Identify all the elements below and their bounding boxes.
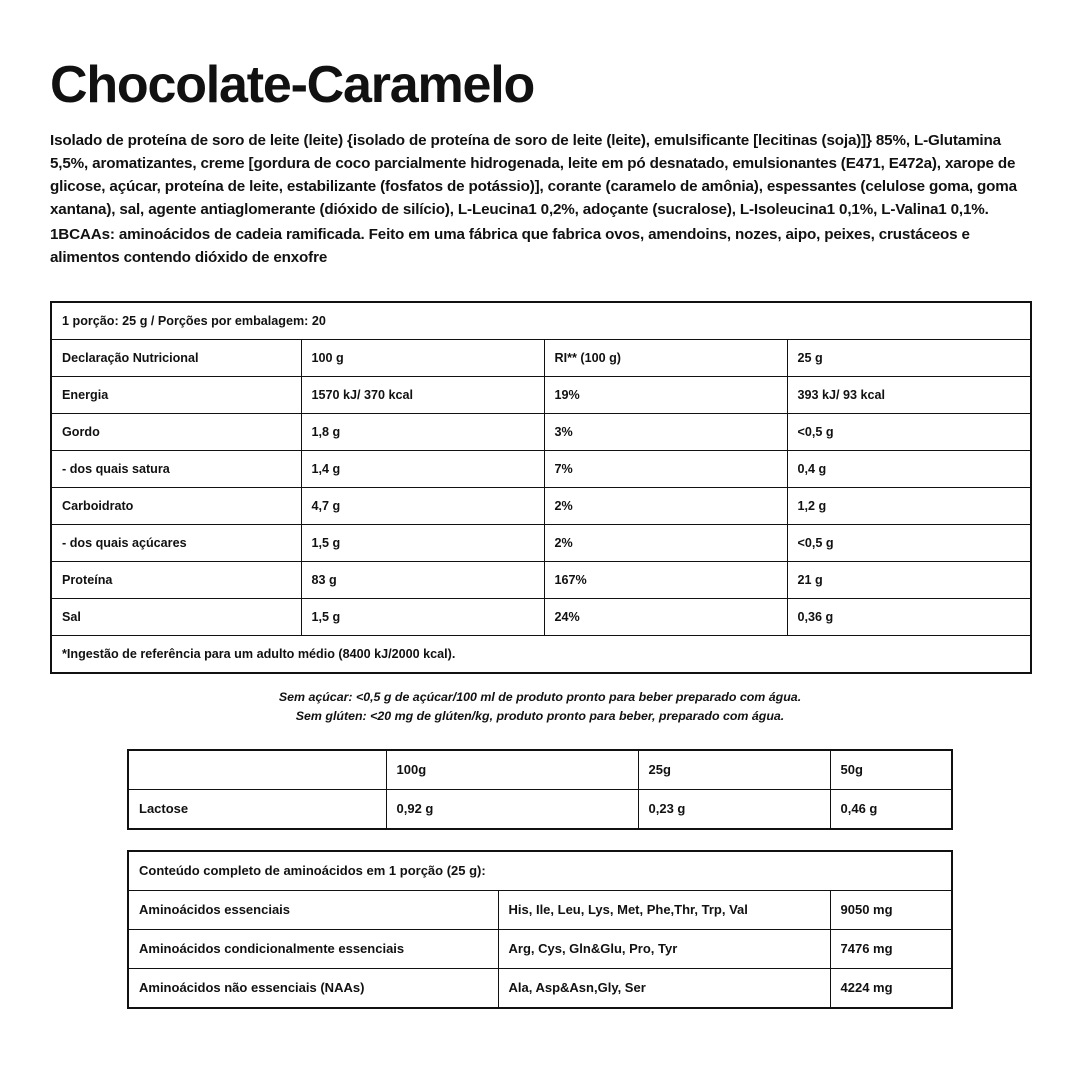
footnote-sugar: Sem açúcar: <0,5 g de açúcar/100 ml de produto pronto para beber preparado com água.	[278, 690, 802, 705]
cell-ri: 2%	[544, 488, 787, 525]
column-header-25g: 25g	[638, 750, 830, 790]
cell-25g: 0,23 g	[638, 789, 830, 829]
table-row-title	[128, 851, 952, 891]
cell-ri: 167%	[544, 562, 787, 599]
cell-ri: 2%	[544, 525, 787, 562]
table-row	[128, 929, 952, 968]
allergen-paragraph: 1BCAAs: aminoácidos de cadeia ramificada. Feito em uma fábrica que fabrica ovos, amendoins, nozes, aipo, peixes, crustáceos e alimentos contendo dióxido de enxofre	[50, 225, 970, 267]
nutrition-table-container	[50, 301, 1030, 674]
table-row-header	[51, 340, 1031, 377]
cell-ri: 19%	[544, 377, 787, 414]
cell-amount: 4224 mg	[830, 968, 952, 1008]
nutrition-table	[50, 301, 1032, 674]
cell-25g: 0,36 g	[787, 599, 1031, 636]
amino-table-container	[50, 850, 1030, 1009]
cell-list: His, Ile, Leu, Lys, Met, Phe,Thr, Trp, Val	[498, 890, 830, 929]
column-header-50g: 50g	[830, 750, 952, 790]
table-row-footer	[51, 636, 1031, 674]
table-row	[51, 488, 1031, 525]
table-row	[51, 562, 1031, 599]
cell-label: Aminoácidos essenciais	[128, 890, 498, 929]
cell-label: Sal	[51, 599, 301, 636]
cell-100g: 1,8 g	[301, 414, 544, 451]
cell-label: Gordo	[51, 414, 301, 451]
lactose-table	[127, 749, 953, 830]
ingredients-paragraph: Isolado de proteína de soro de leite (leite) {isolado de proteína de soro de leite (leite), emulsificante [lecitinas (soja)]} 85%, L-Glutamina 5,5%, aromatizantes, creme [gordura de coco parcialmente hidrogenada, leite em pó desnatado, emulsionantes (E471, E472a), xarope de glicose, açúcar, proteína de leite, estabilizante (fosfatos de potássio)], corante (caramelo de amônia), espessantes (celulose goma, goma xantana), sal, agente antiaglomerante (dióxido de silício), L-Leucina1 0,2%, adoçante (sucralose), L-Isoleucina1 0,1%, L-Valina1 0,1%.	[50, 131, 1017, 218]
table-row	[128, 789, 952, 829]
cell-25g: 0,4 g	[787, 451, 1031, 488]
amino-table-title: Conteúdo completo de aminoácidos em 1 porção (25 g):	[128, 851, 952, 891]
serving-line: 1 porção: 25 g / Porções por embalagem: 20	[51, 302, 1031, 340]
cell-25g: <0,5 g	[787, 414, 1031, 451]
cell-label: Aminoácidos condicionalmente essenciais	[128, 929, 498, 968]
cell-100g: 83 g	[301, 562, 544, 599]
cell-50g: 0,46 g	[830, 789, 952, 829]
cell-label: Energia	[51, 377, 301, 414]
column-header-100g: 100g	[386, 750, 638, 790]
cell-label: Aminoácidos não essenciais (NAAs)	[128, 968, 498, 1008]
cell-list: Ala, Asp&Asn,Gly, Ser	[498, 968, 830, 1008]
cell-100g: 0,92 g	[386, 789, 638, 829]
table-row	[51, 414, 1031, 451]
cell-ri: 24%	[544, 599, 787, 636]
page-title: Chocolate-Caramelo	[50, 56, 535, 114]
cell-amount: 9050 mg	[830, 890, 952, 929]
cell-25g: 21 g	[787, 562, 1031, 599]
reference-intake-note: *Ingestão de referência para um adulto médio (8400 kJ/2000 kcal).	[51, 636, 1031, 674]
cell-25g: 393 kJ/ 93 kcal	[787, 377, 1031, 414]
table-row	[128, 890, 952, 929]
table-row-header	[128, 750, 952, 790]
cell-label: - dos quais açúcares	[51, 525, 301, 562]
column-header-25g: 25 g	[787, 340, 1031, 377]
cell-100g: 1,4 g	[301, 451, 544, 488]
column-header-100g: 100 g	[301, 340, 544, 377]
cell-label: Carboidrato	[51, 488, 301, 525]
column-header-blank	[128, 750, 386, 790]
table-row-serving	[51, 302, 1031, 340]
cell-100g: 1570 kJ/ 370 kcal	[301, 377, 544, 414]
table-row	[128, 968, 952, 1008]
table-row	[51, 451, 1031, 488]
lactose-table-container	[50, 749, 1030, 830]
cell-label: Lactose	[128, 789, 386, 829]
table-row	[51, 525, 1031, 562]
cell-label: Proteína	[51, 562, 301, 599]
footnotes-block	[50, 688, 1030, 726]
cell-list: Arg, Cys, Gln&Glu, Pro, Tyr	[498, 929, 830, 968]
table-row	[51, 599, 1031, 636]
cell-ri: 3%	[544, 414, 787, 451]
table-row	[51, 377, 1031, 414]
amino-acid-table	[127, 850, 953, 1009]
cell-label: - dos quais satura	[51, 451, 301, 488]
cell-amount: 7476 mg	[830, 929, 952, 968]
cell-ri: 7%	[544, 451, 787, 488]
cell-100g: 1,5 g	[301, 525, 544, 562]
column-header-ri: RI** (100 g)	[544, 340, 787, 377]
cell-100g: 1,5 g	[301, 599, 544, 636]
footnote-gluten: Sem glúten: <20 mg de glúten/kg, produto pronto para beber, preparado com água.	[295, 709, 785, 724]
cell-25g: 1,2 g	[787, 488, 1031, 525]
cell-100g: 4,7 g	[301, 488, 544, 525]
ingredients-block	[50, 129, 1030, 270]
column-header-declaration: Declaração Nutricional	[51, 340, 301, 377]
cell-25g: <0,5 g	[787, 525, 1031, 562]
